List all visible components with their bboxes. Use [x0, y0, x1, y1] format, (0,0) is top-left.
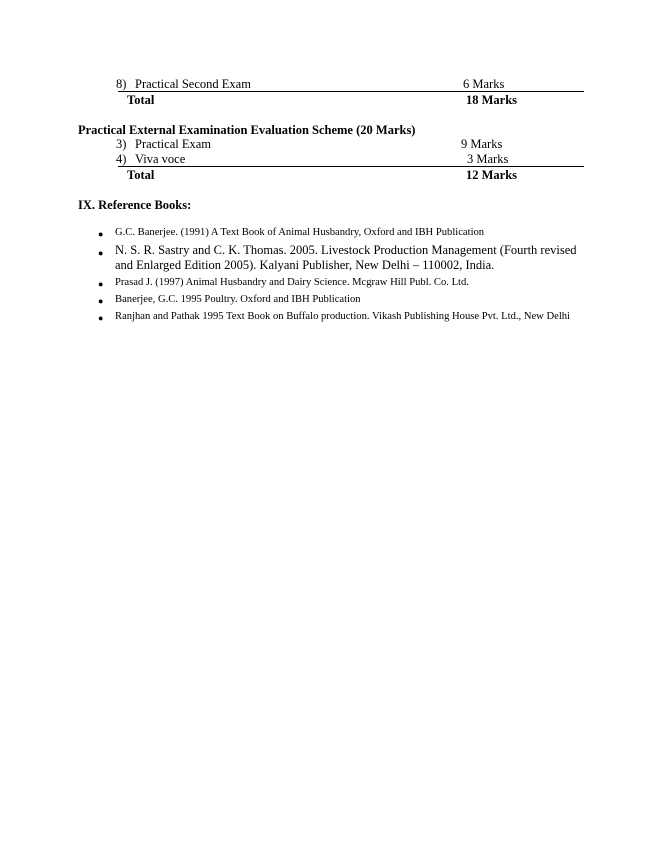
total-label: Total	[127, 168, 155, 182]
reference-books-heading: IX. Reference Books:	[78, 198, 192, 212]
row-label: Practical Second Exam	[135, 77, 251, 91]
total-marks: 18 Marks	[466, 93, 518, 107]
reference-text: N. S. R. Sastry and C. K. Thomas. 2005. Livestock Production Management (Fourth revised and Enlarged Edition 2005). Kalyani Publisher, New Delhi – 110002, India.	[115, 243, 577, 272]
row-marks: 3 Marks	[467, 152, 509, 166]
reference-text: Prasad J. (1997) Animal Husbandry and Dairy Science. Mcgraw Hill Publ. Co. Ltd.	[115, 277, 469, 288]
section-heading: Practical External Examination Evaluation Scheme (20 Marks)	[78, 123, 416, 137]
reference-text: Ranjhan and Pathak 1995 Text Book on Buffalo production. Vikash Publishing House Pvt. Ltd., New Delhi	[115, 311, 571, 322]
list-item	[96, 276, 596, 289]
list-item	[96, 243, 595, 273]
row-number: 4)	[116, 152, 127, 166]
row-number: 3)	[116, 137, 127, 151]
bullet-icon: ●	[98, 248, 104, 258]
table-rule	[118, 166, 584, 167]
row-label: Viva voce	[135, 152, 186, 166]
bullet-icon: ●	[98, 279, 104, 289]
row-marks: 6 Marks	[463, 77, 505, 91]
reference-text: Banerjee, G.C. 1995 Poultry. Oxford and IBH Publication	[115, 294, 361, 305]
table-rule	[118, 91, 584, 92]
row-label: Practical Exam	[135, 137, 212, 151]
row-marks: 9 Marks	[461, 137, 503, 151]
list-item	[96, 293, 596, 306]
list-item	[96, 226, 596, 239]
bullet-icon: ●	[98, 229, 104, 239]
bullet-icon: ●	[98, 296, 104, 306]
reference-text: G.C. Banerjee. (1991) A Text Book of Animal Husbandry, Oxford and IBH Publication	[115, 227, 485, 238]
reference-books-list	[96, 226, 596, 327]
total-marks: 12 Marks	[466, 168, 518, 182]
total-label: Total	[127, 93, 155, 107]
list-item	[96, 310, 595, 323]
bullet-icon: ●	[98, 313, 104, 323]
row-number: 8)	[116, 77, 127, 91]
